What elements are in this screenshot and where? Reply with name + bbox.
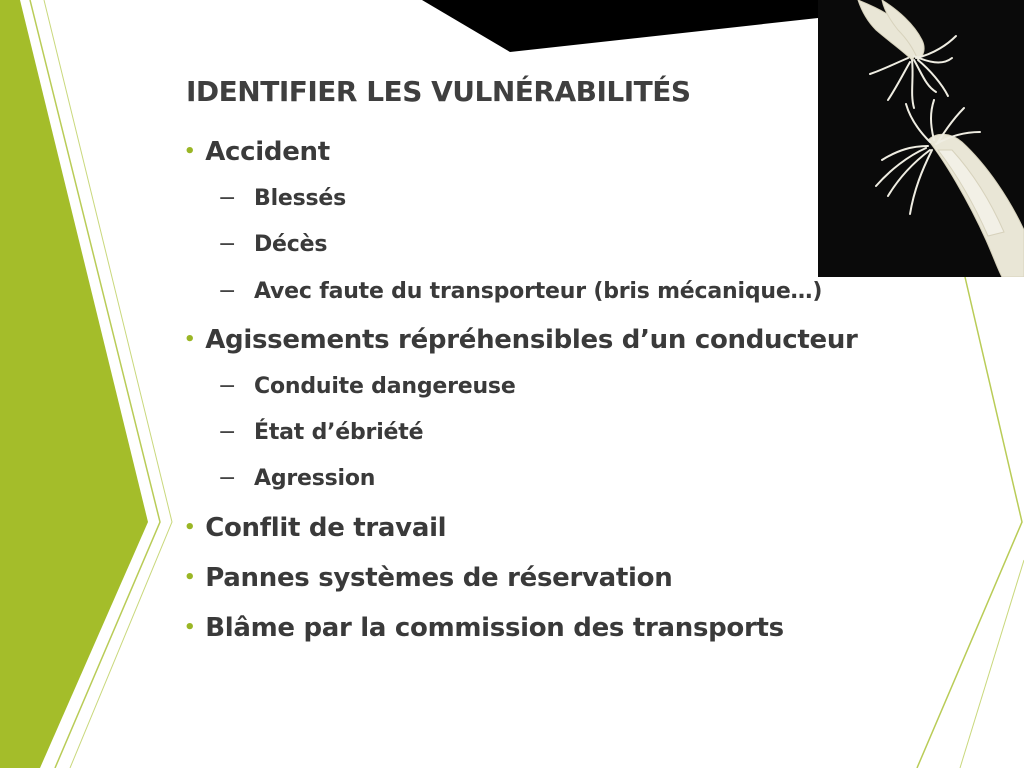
bullet-dot-icon: • (184, 329, 196, 350)
dash-icon: − (218, 279, 237, 304)
bullet-text: Conflit de travail (205, 513, 447, 543)
bullet-text: Conduite dangereuse (254, 374, 516, 399)
sub-bullet-item (218, 186, 346, 211)
dash-icon: − (218, 186, 237, 211)
bullet-text: Décès (254, 232, 328, 257)
bullet-text: Agression (254, 466, 376, 491)
sub-bullet-item (218, 374, 516, 399)
slide-title: IDENTIFIER LES VULNÉRABILITÉS (186, 75, 691, 108)
bullet-item (184, 613, 784, 643)
dash-icon: − (218, 466, 237, 491)
bullet-text: État d’ébriété (254, 420, 424, 445)
bullet-text: Agissements répréhensibles d’un conducteur (205, 325, 858, 355)
bullet-item (184, 563, 672, 593)
bullet-item (184, 325, 858, 355)
frayed-rope-icon (818, 0, 1024, 277)
dash-icon: − (218, 232, 237, 257)
bullet-text: Pannes systèmes de réservation (205, 563, 673, 593)
sub-bullet-item (218, 466, 375, 491)
bullet-item (184, 513, 446, 543)
bullet-text: Avec faute du transporteur (bris mécanique…) (254, 279, 823, 304)
bullet-item (184, 137, 330, 167)
bullet-dot-icon: • (184, 567, 196, 588)
bullet-dot-icon: • (184, 141, 196, 162)
dash-icon: − (218, 420, 237, 445)
sub-bullet-item (218, 420, 423, 445)
top-black-bar (422, 0, 818, 52)
bullet-dot-icon: • (184, 617, 196, 638)
sub-bullet-item (218, 279, 822, 304)
right-chevron-outline (917, 277, 1022, 768)
sub-bullet-item (218, 232, 327, 257)
bullet-text: Accident (205, 137, 330, 167)
bullet-dot-icon: • (184, 517, 196, 538)
bullet-text: Blessés (254, 186, 347, 211)
bullet-text: Blâme par la commission des transports (205, 613, 784, 643)
dash-icon: − (218, 374, 237, 399)
